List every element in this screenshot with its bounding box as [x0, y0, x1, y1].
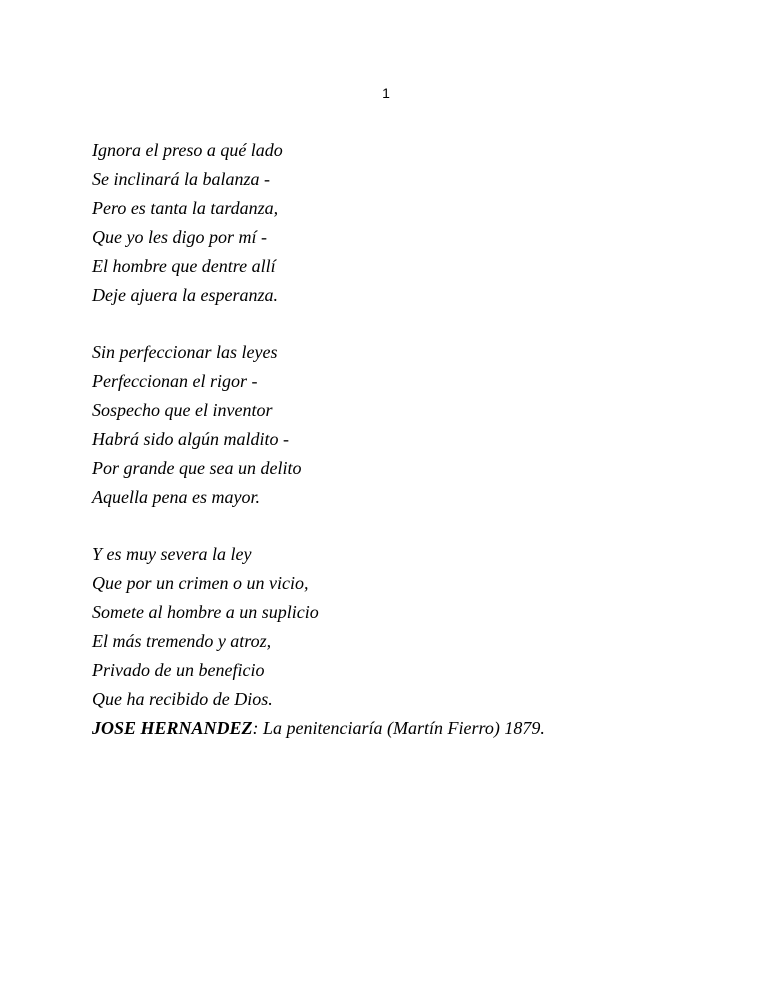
- poem-line: Deje ajuera la esperanza.: [92, 285, 278, 305]
- poem-line: Perfeccionan el rigor -: [92, 371, 258, 391]
- poem-line: Sin perfeccionar las leyes: [92, 342, 278, 362]
- poem-line: Que yo les digo por mí -: [92, 227, 267, 247]
- stanza-2: [92, 338, 545, 512]
- poem-line: Se inclinará la balanza -: [92, 169, 270, 189]
- poem-line: Sospecho que el inventor: [92, 400, 273, 420]
- poem-line: Habrá sido algún maldito -: [92, 429, 290, 449]
- poem-line: Aquella pena es mayor.: [92, 487, 260, 507]
- poem-line: Que ha recibido de Dios.: [92, 689, 273, 709]
- poem: [92, 136, 545, 743]
- attribution-source: : La penitenciaría (Martín Fierro) 1879.: [252, 718, 545, 738]
- poem-line: Pero es tanta la tardanza,: [92, 198, 279, 218]
- author-name: JOSE HERNANDEZ: [92, 718, 253, 738]
- stanza-1: [92, 136, 545, 310]
- attribution: [92, 714, 545, 743]
- poem-line: El hombre que dentre allí: [92, 256, 276, 276]
- poem-line: Y es muy severa la ley: [92, 544, 252, 564]
- poem-line: Ignora el preso a qué lado: [92, 140, 283, 160]
- poem-line: Que por un crimen o un vicio,: [92, 573, 309, 593]
- poem-line: Somete al hombre a un suplicio: [92, 602, 319, 622]
- poem-line: Privado de un beneficio: [92, 660, 265, 680]
- poem-line: El más tremendo y atroz,: [92, 631, 272, 651]
- page-number: 1: [382, 85, 390, 101]
- stanza-3: [92, 540, 545, 714]
- poem-line: Por grande que sea un delito: [92, 458, 302, 478]
